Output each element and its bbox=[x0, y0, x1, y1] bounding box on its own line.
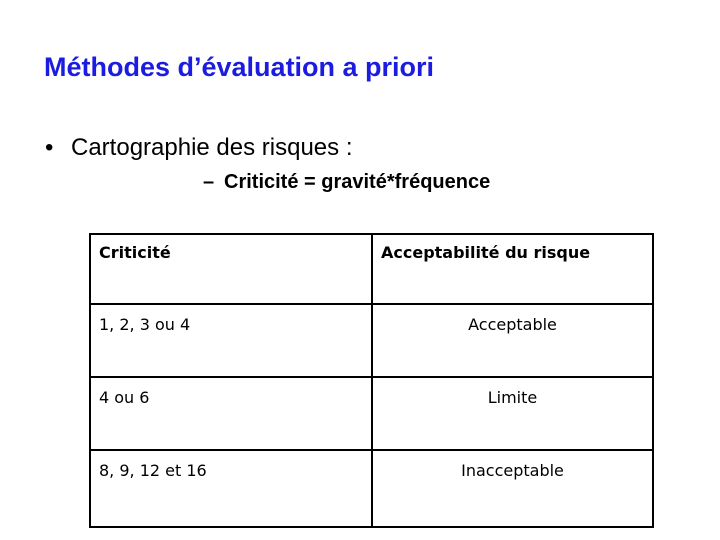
header-acceptabilite: Acceptabilité du risque bbox=[372, 234, 653, 304]
table-cell-acceptabilite: Limite bbox=[372, 377, 653, 450]
table-cell-criticite: 4 ou 6 bbox=[90, 377, 372, 450]
table-row bbox=[90, 304, 653, 377]
bullet-text: Cartographie des risques : bbox=[71, 134, 353, 161]
table-cell-acceptabilite: Inacceptable bbox=[372, 450, 653, 527]
sub-bullet-text: Criticité = gravité*fréquence bbox=[224, 171, 491, 193]
slide-title: Méthodes d’évaluation a priori bbox=[44, 52, 435, 82]
table-cell-acceptabilite: Acceptable bbox=[372, 304, 653, 377]
bullet-item bbox=[45, 134, 352, 162]
criticality-table bbox=[89, 233, 654, 528]
table-row bbox=[90, 377, 653, 450]
sub-bullet-item bbox=[203, 171, 490, 194]
table-cell-criticite: 1, 2, 3 ou 4 bbox=[90, 304, 372, 377]
bullet-marker: • bbox=[45, 134, 54, 161]
table-row bbox=[90, 450, 653, 527]
table-header-row bbox=[90, 234, 653, 304]
table-cell-criticite: 8, 9, 12 et 16 bbox=[90, 450, 372, 527]
header-criticite: Criticité bbox=[90, 234, 372, 304]
sub-bullet-marker: – bbox=[203, 171, 215, 193]
